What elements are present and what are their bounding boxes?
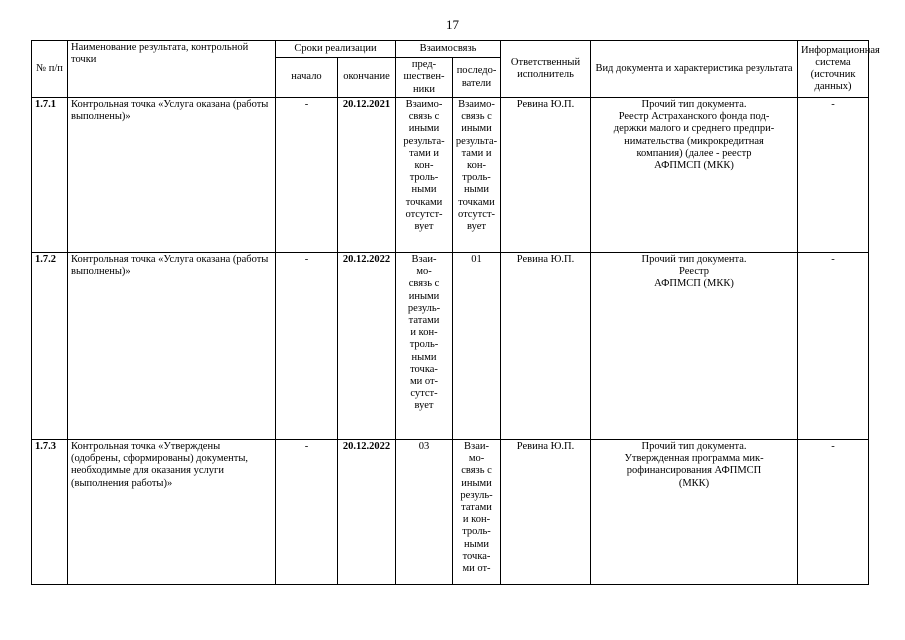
row-start: - — [276, 253, 338, 440]
row-successors: Взаимо- связь с иными результа- тами и кон- троль- ными точками отсутст- вует — [453, 98, 501, 253]
row-start: - — [276, 440, 338, 585]
table-row — [32, 98, 869, 253]
row-end: 20.12.2021 — [338, 98, 396, 253]
header-successors: последо- ватели — [453, 58, 501, 98]
row-end: 20.12.2022 — [338, 440, 396, 585]
row-doc-type: Прочий тип документа. Реестр АФПМСП (МКК) — [591, 253, 798, 440]
row-predecessors: 03 — [396, 440, 453, 585]
header-relation: Взаимосвязь — [396, 41, 501, 58]
row-end: 20.12.2022 — [338, 253, 396, 440]
header-info-system: Информационная система (источник данных) — [798, 41, 869, 98]
table-row — [32, 253, 869, 440]
row-predecessors: Взаимо- связь с иными результа- тами и кон- троль- ными точками отсутст- вует — [396, 98, 453, 253]
header-end: окончание — [338, 58, 396, 98]
row-doc-type: Прочий тип документа. Реестр Астраханского фонда под- держки малого и среднего предпри- нимательства (микрокредитная компания) (далее - реестр АФПМСП (МКК) — [591, 98, 798, 253]
row-name: Контрольная точка «Услуга оказана (работы выполнены)» — [68, 253, 276, 440]
row-num: 1.7.3 — [32, 440, 68, 585]
header-terms: Сроки реализации — [276, 41, 396, 58]
results-table — [31, 40, 880, 585]
row-responsible: Ревина Ю.П. — [501, 253, 591, 440]
row-successors: Взаи- мо- связь с иными резуль- татами и кон- троль- ными точка- ми от- — [453, 440, 501, 585]
header-start: начало — [276, 58, 338, 98]
row-responsible: Ревина Ю.П. — [501, 440, 591, 585]
row-successors: 01 — [453, 253, 501, 440]
header-num: № п/п — [32, 41, 68, 98]
row-info-system: - — [798, 253, 869, 440]
row-responsible: Ревина Ю.П. — [501, 98, 591, 253]
header-predecessors: пред- шествен- ники — [396, 58, 453, 98]
table-row — [32, 440, 869, 585]
row-info-system: - — [798, 98, 869, 253]
header-responsible: Ответственный исполнитель — [501, 41, 591, 98]
row-start: - — [276, 98, 338, 253]
row-info-system: - — [798, 440, 869, 585]
row-predecessors: Взаи- мо- связь с иными резуль- татами и кон- троль- ными точка- ми от- сутст- вует — [396, 253, 453, 440]
header-doc-type: Вид документа и характеристика результата — [591, 41, 798, 98]
row-doc-type: Прочий тип документа. Утвержденная программа мик- рофинансирования АФПМСП (МКК) — [591, 440, 798, 585]
row-name: Контрольная точка «Утверждены (одобрены, сформированы) документы, необходимые для оказания услуги (выполнения работы)» — [68, 440, 276, 585]
page-number: 17 — [446, 17, 459, 32]
row-num: 1.7.1 — [32, 98, 68, 253]
row-name: Контрольная точка «Услуга оказана (работы выполнены)» — [68, 98, 276, 253]
header-name: Наименование результата, контрольной точки — [68, 41, 276, 98]
row-num: 1.7.2 — [32, 253, 68, 440]
